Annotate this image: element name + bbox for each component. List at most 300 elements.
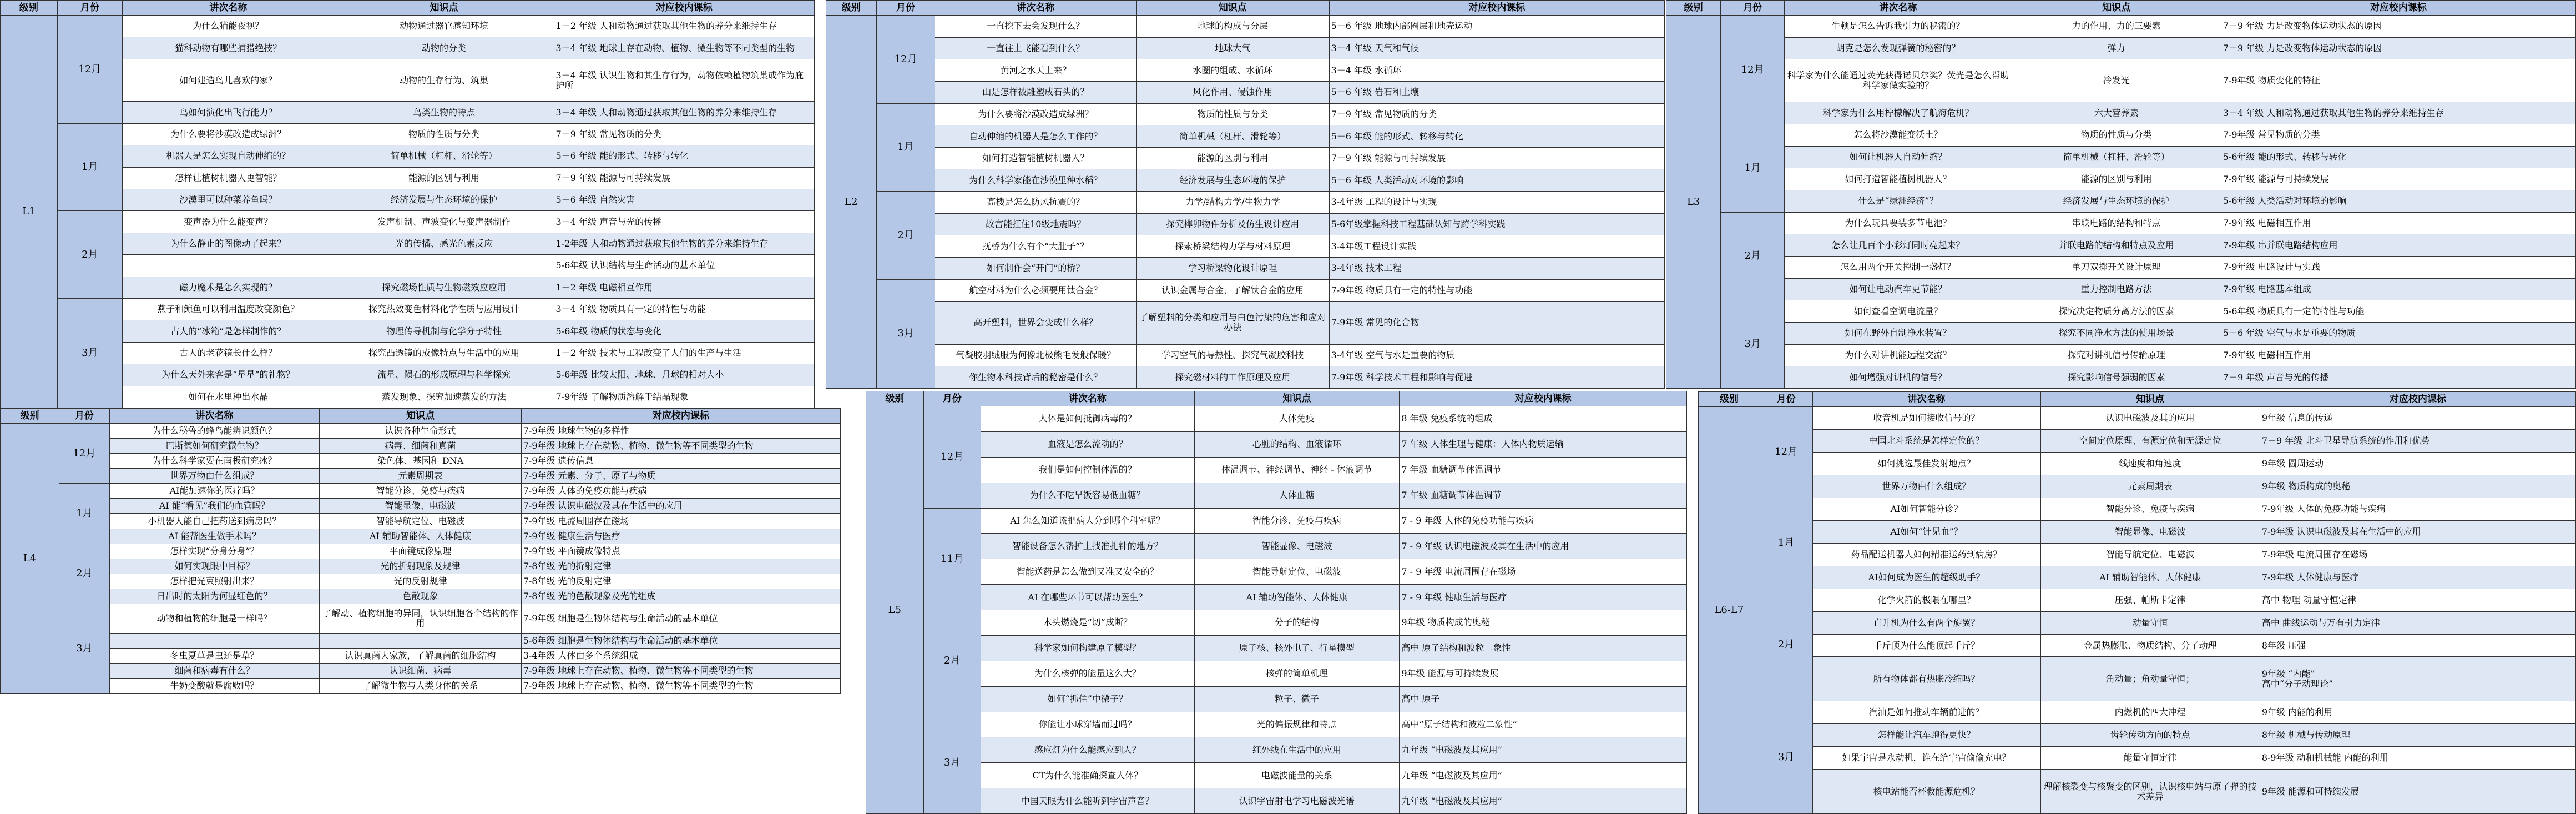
lesson-name-cell: 怎么让几百个小彩灯同时亮起来？ [1785, 234, 2012, 257]
table-row [1699, 589, 2576, 611]
lesson-name-cell: 如何打造智能植树机器人？ [935, 147, 1137, 169]
knowledge-cell: 人体血糖 [1194, 483, 1400, 508]
table-row [866, 610, 1687, 636]
curriculum-table [1698, 391, 2576, 814]
standard-cell: 7-9年级 电流周围存在磁场 [2260, 543, 2575, 566]
standard-cell: 7-9年级 人体的免疫功能与疾病 [521, 484, 840, 499]
knowledge-cell: 六大营养素 [2012, 102, 2221, 124]
standard-cell: 3－4 年级 人和动物通过获取其他生物的养分来维持生存 [554, 102, 814, 123]
knowledge-cell: 动物通过器官感知环境 [334, 16, 554, 37]
standard-cell: 7-8年级 光的折射定律 [521, 559, 840, 574]
knowledge-cell: 动量守恒 [2040, 611, 2260, 634]
table-row [866, 559, 1687, 585]
knowledge-cell: 智能分诊、免疫与疾病 [1194, 508, 1400, 534]
lesson-name-cell: 故宫能扛住10级地震吗？ [935, 213, 1137, 235]
standard-cell: 7 - 9 年级 人体的免疫功能与疾病 [1400, 508, 1687, 534]
table-row [1666, 234, 2576, 257]
standard-cell: 九年级 “电磁波及其应用” [1400, 737, 1687, 763]
knowledge-cell: 光的偏振规律和特点 [1194, 712, 1400, 737]
lesson-name-cell: 为什么猫能夜视？ [123, 16, 334, 37]
table-row [826, 16, 1665, 38]
standard-header: 对应校内课标 [554, 1, 814, 16]
knowledge-cell: 智能导航定位、电磁波 [320, 514, 521, 529]
table-header-row [1, 409, 841, 424]
knowledge-cell: 物理传导机制与化学分子特性 [334, 320, 554, 342]
table-row [866, 483, 1687, 508]
standard-cell: 7-9年级 常见的化合物 [1329, 302, 1664, 344]
month-cell: 1月 [59, 484, 109, 544]
lesson-name-cell [123, 255, 334, 277]
curriculum-table [0, 0, 815, 408]
knowledge-cell: 物质的性质与分类 [334, 123, 554, 145]
table-row [1, 102, 815, 123]
standard-cell: 3－4 年级 水循环 [1329, 59, 1664, 82]
knowledge-cell: 探究影响信号强弱的因素 [2012, 366, 2221, 389]
lesson-name-cell: 你生物本科技背后的秘密是什么？ [935, 366, 1137, 389]
standard-cell: 7 年级 血糖调节体温调节 [1400, 457, 1687, 483]
knowledge-cell: 地球大气 [1137, 37, 1330, 59]
standard-cell: 高中 原子 [1400, 686, 1687, 712]
standard-cell: 8年级 机械与传动原理 [2260, 724, 2575, 747]
table-row [1, 499, 841, 514]
month-cell: 12月 [57, 16, 122, 124]
knowledge-cell: 学习桥梁物化设计原理 [1137, 258, 1330, 280]
knowledge-cell: 内燃机的四大冲程 [2040, 701, 2260, 724]
lesson-name-cell: 冬虫夏草是虫还是草？ [109, 648, 320, 663]
lesson-name-cell: 磁力魔术是怎么实现的？ [123, 277, 334, 298]
knowledge-cell: 探究磁场性质与生物磁效应应用 [334, 277, 554, 298]
knowledge-cell: 学习空气的导热性、探究气凝胶科技 [1137, 344, 1330, 366]
knowledge-cell: 认识电磁波及其的应用 [2040, 407, 2260, 430]
month-cell: 3月 [923, 712, 981, 814]
knowledge-cell: 蒸发现象、探究加速蒸发的方法 [334, 386, 554, 408]
knowledge-cell: 能量守恒定律 [2040, 747, 2260, 770]
table-row [826, 302, 1665, 344]
month-cell: 3月 [59, 604, 109, 693]
lesson-name-cell: 动物和植物的细胞是一样吗？ [109, 604, 320, 633]
standard-cell: 3－4 年级 声音与光的传播 [554, 211, 814, 233]
table-row [1699, 407, 2576, 430]
standard-cell: 5－6 年级 岩石和土壤 [1329, 81, 1664, 103]
standard-cell: 9年级 物质构成的奥秘 [2260, 475, 2575, 498]
lesson-name-cell: 怎样把光束照射出来？ [109, 574, 320, 589]
lesson-name-cell: 变声器为什么能变声？ [123, 211, 334, 233]
knowledge-cell: 智能导航定位、电磁波 [1194, 559, 1400, 585]
table-row [1666, 190, 2576, 213]
lesson-name-cell: 感应灯为什么能感应到人？ [981, 737, 1195, 763]
knowledge-cell: 原子核、核外电子、行星模型 [1194, 635, 1400, 661]
grade-header: 级别 [1, 409, 59, 424]
lesson-name-cell: 一直往上飞能看到什么？ [935, 37, 1137, 59]
table-row [826, 59, 1665, 82]
knowledge-cell: 认识金属与合金，了解钛合金的应用 [1137, 279, 1330, 302]
knowledge-cell: 发声机制、声波变化与变声器制作 [334, 211, 554, 233]
standard-cell: 7 - 9 年级 健康生活与医疗 [1400, 585, 1687, 610]
lesson-name-cell: 怎么用两个开关控制一盏灯？ [1785, 256, 2012, 278]
month-header: 月份 [59, 409, 109, 424]
knowledge-cell: 理解核裂变与核聚变的区别，认识核电站与原子弹的技术差异 [2040, 770, 2260, 814]
lesson-name-cell: 怎样让植树机器人更智能？ [123, 167, 334, 189]
table-row [1, 233, 815, 254]
lesson-name-cell: 如何“抓住”中微子？ [981, 686, 1195, 712]
lesson-name-cell: 如何在水里种出水晶 [123, 386, 334, 408]
standard-cell: 5－6 年级 人类活动对环境的影响 [1329, 169, 1664, 192]
lesson-name-cell: 一直挖下去会发现什么？ [935, 16, 1137, 38]
standard-cell: 3－4 年级 物质具有一定的特性与功能 [554, 299, 814, 320]
knowledge-cell: 流星、陨石的形成原理与科学探究 [334, 364, 554, 386]
knowledge-cell: 电磁波能量的关系 [1194, 763, 1400, 788]
table-row [1666, 344, 2576, 366]
knowledge-cell: 弹力 [2012, 37, 2221, 59]
standard-cell: 7-9年级 细胞是生物体结构与生命活动的基本单位 [521, 604, 840, 633]
month-cell: 12月 [1721, 16, 1785, 124]
table-row [1699, 724, 2576, 747]
knowledge-cell [334, 255, 554, 277]
standard-cell: 7 - 9 年级 电流周围存在磁场 [1400, 559, 1687, 585]
table-row [826, 213, 1665, 235]
standard-cell: 7-9年级 人体健康与医疗 [2260, 566, 2575, 589]
standard-cell: 7-9年级 人体的免疫功能与疾病 [2260, 498, 2575, 520]
table-row [1, 484, 841, 499]
table-row [1699, 770, 2576, 814]
standard-cell: 5－6 年级 地球内部圈层和地壳运动 [1329, 16, 1664, 38]
standard-cell: 3-4年级 工程的设计与实现 [1329, 192, 1664, 214]
grade-cell: L4 [1, 424, 59, 694]
lesson-name-cell: 高楼是怎么防风抗震的？ [935, 192, 1137, 214]
lesson-name-cell: AI如何“针见血”？ [1812, 520, 2040, 543]
standard-cell: 7-9年级 地球生物的多样性 [521, 424, 840, 439]
standard-cell: 7-9年级 电流周围存在磁场 [521, 514, 840, 529]
lesson-name-cell: 所有物体都有热胀冷缩吗？ [1812, 657, 2040, 701]
lesson-name-cell: 抚桥为什么有个“大肚子”？ [935, 235, 1137, 258]
month-cell: 2月 [923, 610, 981, 712]
standard-cell: 九年级 “电磁波及其应用” [1400, 763, 1687, 788]
month-header: 月份 [1721, 1, 1785, 16]
lesson-name-cell: 中国天眼为什么能听到宇宙声音？ [981, 788, 1195, 814]
knowledge-cell: 线速度和角速度 [2040, 452, 2260, 475]
standard-cell: 7-9年级 串并联电路结构应用 [2221, 234, 2575, 257]
lesson-name-cell: 科学家如何构建原子模型？ [981, 635, 1195, 661]
grade-cell: L5 [866, 406, 924, 814]
standard-cell: 7－9 年级 北斗卫星导航系统的作用和优势 [2260, 429, 2575, 452]
standard-cell: 7－9 年级 常见物质的分类 [554, 123, 814, 145]
standard-cell: 9年级 信息的传递 [2260, 407, 2575, 430]
table-row [866, 686, 1687, 712]
lesson-name-cell: 我们是如何控制体温的？ [981, 457, 1195, 483]
lesson-name-header: 讲次名称 [123, 1, 334, 16]
table-row [1699, 747, 2576, 770]
lesson-name-cell: 自动伸缩的机器人是怎么工作的？ [935, 125, 1137, 148]
knowledge-cell: 探究凸透镜的成像特点与生活中的应用 [334, 342, 554, 364]
knowledge-cell: 粒子、微子 [1194, 686, 1400, 712]
table-row [1, 167, 815, 189]
knowledge-cell: 探究对讲机信号传输原理 [2012, 344, 2221, 366]
month-cell: 12月 [59, 424, 109, 484]
standard-cell: 7-9年级 健康生活与医疗 [521, 529, 840, 544]
standard-cell: 1－2 年级 电磁相互作用 [554, 277, 814, 298]
lesson-name-cell: 古人的“冰箱”是怎样制作的？ [123, 320, 334, 342]
lesson-name-header: 讲次名称 [1812, 392, 2040, 407]
standard-cell: 7-9年级 电路设计与实践 [2221, 256, 2575, 278]
knowledge-cell: 光的反射规律 [320, 574, 521, 589]
table-row [1, 663, 841, 678]
standard-cell: 9年级 能源与可持续发展 [1400, 661, 1687, 686]
curriculum-table-l3 [1666, 0, 2576, 389]
standard-cell: 7-9年级 电磁相互作用 [2221, 212, 2575, 234]
lesson-name-cell: 汽油是如何推动车辆前进的？ [1812, 701, 2040, 724]
knowledge-cell: 智能分诊、免疫与疾病 [2040, 498, 2260, 520]
lesson-name-cell: 沙漠里可以种菜养鱼吗？ [123, 189, 334, 211]
knowledge-cell: 齿轮传动方向的特点 [2040, 724, 2260, 747]
month-cell: 1月 [57, 123, 122, 211]
lesson-name-cell: 为什么核弹的能量这么大？ [981, 661, 1195, 686]
table-row [866, 635, 1687, 661]
knowledge-cell: 智能显像、电磁波 [1194, 534, 1400, 559]
knowledge-cell: 元素周期表 [2040, 475, 2260, 498]
table-row [1, 529, 841, 544]
grade-cell: L1 [1, 16, 58, 408]
standard-cell: 3－4 年级 地球上存在动物、植物、微生物等不同类型的生物 [554, 37, 814, 59]
table-row [826, 258, 1665, 280]
standard-cell: 5-6年级 比较太阳、地球、月球的相对大小 [554, 364, 814, 386]
standard-cell: 5－6 年级 能的形式、转移与转化 [554, 145, 814, 167]
lesson-name-cell: 如何让机器人自动伸缩？ [1785, 146, 2012, 168]
standard-cell: 7-9年级 了解物质溶解于结晶现象 [554, 386, 814, 408]
standard-cell: 3－4 年级 天气和气候 [1329, 37, 1664, 59]
month-cell: 12月 [1760, 407, 1812, 498]
knowledge-cell: 红外线在生活中的应用 [1194, 737, 1400, 763]
knowledge-cell: 能源的区别与利用 [1137, 147, 1330, 169]
knowledge-cell: 探究不同净水方法的使用场景 [2012, 322, 2221, 344]
table-header-row [826, 1, 1665, 16]
month-cell: 3月 [1721, 300, 1785, 389]
standard-cell: 7-9年级 电路基本组成 [2221, 278, 2575, 300]
lesson-name-cell: 什么是“绿洲经济”？ [1785, 190, 2012, 213]
lesson-name-cell: 胡克是怎么发现弹簧的秘密的？ [1785, 37, 2012, 59]
table-row [1, 342, 815, 364]
lesson-name-cell: 世界万物由什么组成？ [109, 469, 320, 484]
standard-cell: 7－9 年级 能源与可持续发展 [554, 167, 814, 189]
standard-cell: 3－4 年级 认识生物和其生存行为，动物依赖植物筑巢或作为庇护所 [554, 59, 814, 102]
table-row [1699, 475, 2576, 498]
table-row [866, 508, 1687, 534]
knowledge-cell [320, 633, 521, 648]
lesson-name-cell: AI 在哪些环节可以帮助医生？ [981, 585, 1195, 610]
knowledge-cell: 体温调节、神经调节、神经 - 体液调节 [1194, 457, 1400, 483]
knowledge-cell: 平面镜成像原理 [320, 544, 521, 559]
lesson-name-cell: 细菌和病毒有什么？ [109, 663, 320, 678]
knowledge-cell: 认识细菌、病毒 [320, 663, 521, 678]
lesson-name-cell: 如果宇宙是永动机，谁在给宇宙偷偷充电？ [1812, 747, 2040, 770]
knowledge-cell: 角动量；角动量守恒； [2040, 657, 2260, 701]
month-cell: 11月 [923, 508, 981, 610]
table-row [1, 439, 841, 454]
month-header: 月份 [57, 1, 122, 16]
table-row [1699, 498, 2576, 520]
lesson-name-cell: AI 能帮医生做手术吗？ [109, 529, 320, 544]
standard-cell: 九年级 “电磁波及其应用” [1400, 788, 1687, 814]
table-row [826, 81, 1665, 103]
standard-cell: 高中 曲线运动与万有引力定律 [2260, 611, 2575, 634]
standard-cell: 7-9年级 电磁相互作用 [2221, 344, 2575, 366]
lesson-name-cell: 木头燃烧是“切”成断？ [981, 610, 1195, 636]
standard-cell: 7-9年级 地球上存在动物、植物、微生物等不同类型的生物 [521, 439, 840, 454]
lesson-name-cell: 化学火箭的极限在哪里？ [1812, 589, 2040, 611]
table-row [826, 344, 1665, 366]
standard-cell: 5-6年级 能的形式、转移与转化 [2221, 146, 2575, 168]
standard-cell: 7 - 9 年级 认识电磁波及其在生活中的应用 [1400, 534, 1687, 559]
knowledge-cell: 能源的区别与利用 [2012, 168, 2221, 190]
grade-header: 级别 [1699, 392, 1760, 407]
knowledge-cell: 探究榫卯物件分析及仿生设计应用 [1137, 213, 1330, 235]
standard-cell: 7－9 年级 力是改变物体运动状态的原因 [2221, 37, 2575, 59]
table-row [826, 169, 1665, 192]
lesson-name-cell: 血液是怎么流动的？ [981, 431, 1195, 457]
table-row [866, 712, 1687, 737]
standard-cell: 5-6年级 物质具有一定的特性与功能 [2221, 300, 2575, 323]
standard-cell: 8年级 压强 [2260, 634, 2575, 657]
lesson-name-cell: 如何实现眼中目标？ [109, 559, 320, 574]
knowledge-cell: AI 辅助智能体、人体健康 [1194, 585, 1400, 610]
standard-cell: 3-4年级 技术工程 [1329, 258, 1664, 280]
lesson-name-cell: 气凝胶羽绒服为何像北极熊毛发般保暖？ [935, 344, 1137, 366]
standard-cell: 7-9年级 地球上存在动物、植物、微生物等不同类型的生物 [521, 678, 840, 693]
table-row [1, 678, 841, 693]
lesson-name-cell: 中国北斗系统是怎样定位的？ [1812, 429, 2040, 452]
table-row [1, 559, 841, 574]
knowledge-header: 知识点 [1137, 1, 1330, 16]
curriculum-table-l2 [826, 0, 1665, 389]
table-row [1, 364, 815, 386]
lesson-name-cell: AI 能“看见”我们的血管吗？ [109, 499, 320, 514]
table-row [1699, 452, 2576, 475]
table-row [826, 147, 1665, 169]
lesson-name-cell: 怎么将沙漠能变沃土？ [1785, 124, 2012, 147]
lesson-name-header: 讲次名称 [981, 391, 1195, 406]
standard-cell: 5-6年级 认识结构与生命活动的基本单位 [554, 255, 814, 277]
table-row [866, 457, 1687, 483]
standard-cell: 5－6 年级 能的形式、转移与转化 [1329, 125, 1664, 148]
table-row [1699, 520, 2576, 543]
knowledge-cell: 物质的性质与分类 [2012, 124, 2221, 147]
standard-cell: 1－2 年级 人和动物通过获取其他生物的养分来维持生存 [554, 16, 814, 37]
table-row [1, 386, 815, 408]
month-cell: 2月 [57, 211, 122, 299]
knowledge-cell: 病毒、细菌和真菌 [320, 439, 521, 454]
knowledge-cell: 简单机械（杠杆、滑轮等） [1137, 125, 1330, 148]
standard-cell: 9年级 物质构成的奥秘 [1400, 610, 1687, 636]
table-row [1, 648, 841, 663]
curriculum-table-l4 [0, 408, 841, 694]
lesson-name-cell: AI如何智能分诊？ [1812, 498, 2040, 520]
grade-cell: L6-L7 [1699, 407, 1760, 814]
lesson-name-cell: 人体是如何抵御病毒的？ [981, 406, 1195, 432]
standard-cell: 8-9年级 动和机械能 内能的利用 [2260, 747, 2575, 770]
standard-cell: 7-9年级 科学技术工程和影响与促进 [1329, 366, 1664, 389]
table-row [1, 454, 841, 469]
knowledge-cell: 空间定位原理、有源定位和无源定位 [2040, 429, 2260, 452]
table-row [1, 514, 841, 529]
table-row [1666, 168, 2576, 190]
lesson-name-cell: 古人的老花镜长什么样？ [123, 342, 334, 364]
standard-cell: 7 年级 血糖调节体温调节 [1400, 483, 1687, 508]
knowledge-cell: 智能导航定位、电磁波 [2040, 543, 2260, 566]
grade-header: 级别 [1, 1, 58, 16]
lesson-name-cell: 牛奶变酸就是腐败吗？ [109, 678, 320, 693]
table-row [1666, 212, 2576, 234]
lesson-name-cell: 智能设备怎么帮扩上找准扎针的地方？ [981, 534, 1195, 559]
table-row [1, 211, 815, 233]
table-row [1666, 124, 2576, 147]
knowledge-header: 知识点 [334, 1, 554, 16]
lesson-name-cell: AI 怎么知道该把病人分到哪个科室呢？ [981, 508, 1195, 534]
lesson-name-cell: 如何让电动汽车更节能？ [1785, 278, 2012, 300]
month-cell: 2月 [1760, 589, 1812, 701]
knowledge-cell: 了解动、植物细胞的异同，认识细胞各个结构的作用 [320, 604, 521, 633]
curriculum-table-l1 [0, 0, 815, 408]
lesson-name-cell: 机器人是怎么实现自动伸缩的？ [123, 145, 334, 167]
table-row [1666, 366, 2576, 389]
standard-cell: 1－2 年级 技术与工程改变了人们的生产与生活 [554, 342, 814, 364]
lesson-name-cell: 世界万物由什么组成？ [1812, 475, 2040, 498]
knowledge-cell: 经济发展与生态环境的保护 [2012, 190, 2221, 213]
lesson-name-cell: 燕子和鲸鱼可以利用温度改变颜色？ [123, 299, 334, 320]
lesson-name-cell: 为什么要将沙漠改造成绿洲？ [935, 103, 1137, 125]
lesson-name-cell: 为什么玩具要装多节电池？ [1785, 212, 2012, 234]
lesson-name-cell: 为什么静止的图像动了起来？ [123, 233, 334, 254]
table-row [1, 123, 815, 145]
month-header: 月份 [1760, 392, 1812, 407]
month-cell: 1月 [1760, 498, 1812, 589]
knowledge-cell: 简单机械（杠杆、滑轮等） [2012, 146, 2221, 168]
lesson-name-cell: 如何建造鸟儿喜欢的家？ [123, 59, 334, 102]
knowledge-cell: 分子的结构 [1194, 610, 1400, 636]
knowledge-cell: 经济发展与生态环境的保护 [334, 189, 554, 211]
lesson-name-cell: 日出时的太阳为何显红色的？ [109, 589, 320, 604]
month-cell: 1月 [876, 103, 935, 192]
standard-header: 对应校内课标 [521, 409, 840, 424]
knowledge-header: 知识点 [1194, 391, 1400, 406]
lesson-name-cell: 核电站能否杯救能源危机？ [1812, 770, 2040, 814]
lesson-name-cell: 为什么天外来客是“星星”的礼物？ [123, 364, 334, 386]
lesson-name-header: 讲次名称 [1785, 1, 2012, 16]
month-cell: 3月 [1760, 701, 1812, 814]
knowledge-cell: 元素周期表 [320, 469, 521, 484]
table-row [1666, 278, 2576, 300]
lesson-name-cell: 千斤顶为什么能顶起千斤？ [1812, 634, 2040, 657]
month-header: 月份 [923, 391, 981, 406]
table-row [866, 406, 1687, 432]
standard-cell: 7－9 年级 力是改变物体运动状态的原因 [2221, 16, 2575, 38]
knowledge-cell: 智能显像、电磁波 [2040, 520, 2260, 543]
knowledge-header: 知识点 [2012, 1, 2221, 16]
knowledge-cell: 探索桥梁结构力学与材料原理 [1137, 235, 1330, 258]
month-cell: 2月 [876, 192, 935, 280]
standard-cell: 7-9年级 地球上存在动物、植物、微生物等不同类型的生物 [521, 663, 840, 678]
standard-cell: 7-9年级 物质变化的特征 [2221, 59, 2575, 102]
knowledge-cell: 金属热膨胀、物质结构、分子动理 [2040, 634, 2260, 657]
lesson-name-cell: 如何挑选最佳发射地点？ [1812, 452, 2040, 475]
month-cell: 2月 [1721, 212, 1785, 300]
lesson-name-cell: 巴斯德如何研究微生物？ [109, 439, 320, 454]
knowledge-cell: 简单机械（杠杆、滑轮等） [334, 145, 554, 167]
knowledge-cell: 水圈的组成、水循环 [1137, 59, 1330, 82]
standard-cell: 3-4年级 空气与水是重要的物质 [1329, 344, 1664, 366]
table-row [866, 661, 1687, 686]
standard-cell: 高中 物理 动量守恒定律 [2260, 589, 2575, 611]
knowledge-cell: 探究热效变色材料化学性质与应用设计 [334, 299, 554, 320]
standard-cell: 7-8年级 光的反射定律 [521, 574, 840, 589]
